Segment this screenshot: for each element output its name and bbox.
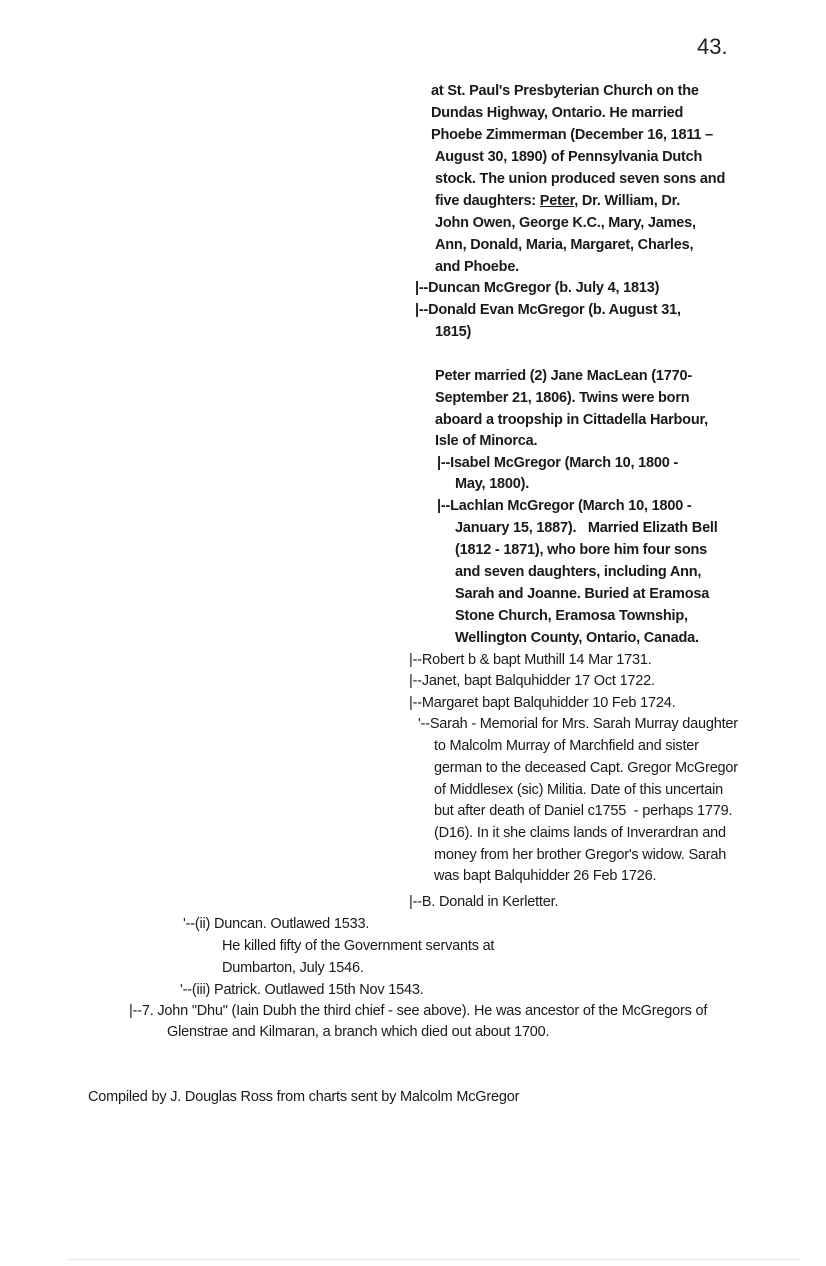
text-line: Ann, Donald, Maria, Margaret, Charles, <box>435 237 694 253</box>
text-line: Dumbarton, July 1546. <box>222 960 364 976</box>
text-line: of Middlesex (sic) Militia. Date of this uncertain <box>434 782 723 798</box>
text-line: 1815) <box>435 324 472 340</box>
page-bottom-rule <box>68 1259 800 1260</box>
peter-link-underlined: Peter <box>539 193 575 209</box>
text-line: |--Robert b & bapt Muthill 14 Mar 1731. <box>409 652 652 668</box>
text-line: |--Margaret bapt Balquhidder 10 Feb 1724. <box>409 695 676 711</box>
daughters-suffix: , Dr. William, Dr. <box>574 193 681 209</box>
text-line: Peter married (2) Jane MacLean (1770- <box>435 368 692 384</box>
text-line: but after death of Daniel c1755 - perhaps 1779. <box>434 803 733 819</box>
text-line: He killed fifty of the Government servants at <box>222 938 495 954</box>
text-line: german to the deceased Capt. Gregor McGregor <box>434 760 738 776</box>
text-line: was bapt Balquhidder 26 Feb 1726. <box>434 868 657 884</box>
text-line: Sarah and Joanne. Buried at Eramosa <box>455 586 710 602</box>
text-line: and seven daughters, including Ann, <box>455 564 702 580</box>
text-line: August 30, 1890) of Pennsylvania Dutch <box>435 149 703 165</box>
text-line: January 15, 1887). Married Elizath Bell <box>455 520 718 536</box>
text-line: |--Duncan McGregor (b. July 4, 1813) <box>415 280 660 296</box>
daughters-prefix: five daughters: <box>435 193 540 209</box>
text-line: |--Isabel McGregor (March 10, 1800 - <box>437 455 679 471</box>
text-line: Phoebe Zimmerman (December 16, 1811 – <box>431 127 713 143</box>
text-line: '--Sarah - Memorial for Mrs. Sarah Murray daughter <box>418 716 738 732</box>
text-line: stock. The union produced seven sons and <box>435 171 726 187</box>
text-line: Glenstrae and Kilmaran, a branch which died out about 1700. <box>167 1024 550 1040</box>
text-line: aboard a troopship in Cittadella Harbour, <box>435 412 708 428</box>
text-line: (1812 - 1871), who bore him four sons <box>455 542 708 558</box>
daughters-line <box>435 191 680 213</box>
text-line: '--(ii) Duncan. Outlawed 1533. <box>183 916 370 932</box>
text-line: at St. Paul's Presbyterian Church on the <box>431 83 699 99</box>
text-line: |--Lachlan McGregor (March 10, 1800 - <box>437 498 692 514</box>
page-number: 43. <box>697 34 728 59</box>
text-line: Isle of Minorca. <box>435 433 538 449</box>
text-line: '--(iii) Patrick. Outlawed 15th Nov 1543. <box>180 982 424 998</box>
text-line: |--B. Donald in Kerletter. <box>409 894 559 910</box>
text-line: to Malcolm Murray of Marchfield and sister <box>434 738 699 754</box>
text-line: |--7. John "Dhu" (Iain Dubh the third chief - see above). He was ancestor of the McGregors of <box>129 1003 708 1019</box>
text-line: September 21, 1806). Twins were born <box>435 390 690 406</box>
text-line: Dundas Highway, Ontario. He married <box>431 105 684 121</box>
text-line: |--Donald Evan McGregor (b. August 31, <box>415 302 681 318</box>
text-line: money from her brother Gregor's widow. Sarah <box>434 847 727 863</box>
text-line: May, 1800). <box>455 476 530 492</box>
text-line: Stone Church, Eramosa Township, <box>455 608 688 624</box>
text-line: (D16). In it she claims lands of Inverardran and <box>434 825 726 841</box>
text-line: John Owen, George K.C., Mary, James, <box>435 215 696 231</box>
footer-credit: Compiled by J. Douglas Ross from charts sent by Malcolm McGregor <box>88 1089 520 1105</box>
text-line: |--Janet, bapt Balquhidder 17 Oct 1722. <box>409 673 655 689</box>
text-line: Wellington County, Ontario, Canada. <box>455 630 699 646</box>
text-line: and Phoebe. <box>435 259 520 275</box>
